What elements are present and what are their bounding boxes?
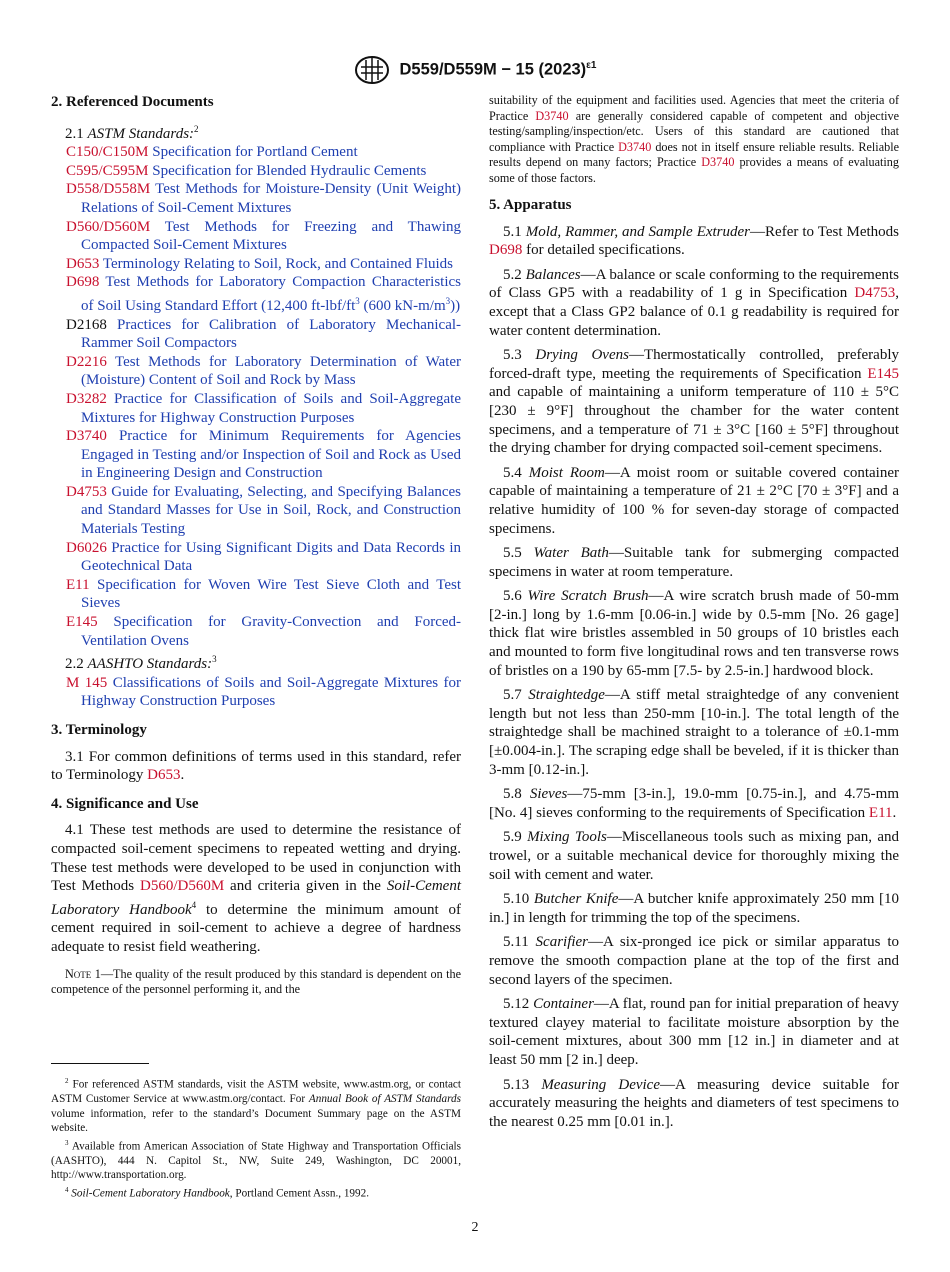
- reference-item[interactable]: D653 Terminology Relating to Soil, Rock, and Contained Fluids: [66, 255, 454, 272]
- link-d3740[interactable]: D3740: [535, 108, 569, 123]
- link-d3740[interactable]: D3740: [618, 139, 652, 154]
- paragraph-5-10: 5.10 Butcher Knife—A butcher knife approximately 250 mm [10 in.] in length for trimming the top of the specimens.: [489, 891, 899, 926]
- astm-standards-label: 2.1 ASTM Standards:$^2$: [65, 123, 199, 142]
- paragraph-5-8: 5.8 Sieves—75-mm [3-in.], 19.0-mm [0.75-in.], and 4.75-mm [No. 4] sieves conforming to the requirements of Specification E11.: [489, 786, 899, 821]
- paragraph-5-6: 5.6 Wire Scratch Brush—A wire scratch brush made of 50-mm [2-in.] long by 1.6-mm [0.06-in.] wide by 0.5-mm [No. 26 gage] thick flat wire bristles assembled in 50 groups of 10 bristles each and mounted to form five longitudinal rows and ten transverse rows of bristles on a 190 by 65-mm [7.5- by 2.5-in.] hardwood block.: [489, 588, 899, 679]
- reference-item[interactable]: D2216 Test Methods for Laboratory Determination of Water (Moisture) Content of Soil and Rock by Mass: [66, 353, 461, 389]
- footnote-2: $^2$ For referenced ASTM standards, visit the ASTM website, www.astm.org, or contact ASTM Customer Service at www.astm.org/contact. For Annual Book of ASTM Standards volume information, refer to the standard’s Document Summary page on the ASTM website.: [51, 1077, 461, 1135]
- section-2-heading: 2. Referenced Documents: [51, 94, 214, 110]
- paragraph-5-12: 5.12 Container—A flat, round pan for initial preparation of heavy textured clayey material to facilitate moisture absorption by the soil-cement mixtures, about 300 mm [12 in.] in diameter and at least 50 mm [2 in.] deep.: [489, 996, 899, 1068]
- footnote-rule: [51, 1063, 149, 1064]
- reference-item[interactable]: D2168 Practices for Calibration of Laboratory Mechanical-Rammer Soil Compactors: [66, 316, 462, 352]
- note-1: Note 1—The quality of the result produced by this standard is dependent on the competence of the personnel performing it, and the: [51, 966, 462, 997]
- link-e145[interactable]: E145: [867, 365, 899, 382]
- aashto-standards-label: 2.2 AASHTO Standards:$^3$: [65, 654, 217, 673]
- paragraph-4-1: 4.1 These test methods are used to determine the resistance of compacted soil-cement specimens to repeated wetting and drying. These test methods were developed to be used in conjunction with Test Methods D560/D560M and criteria given in the Soil-Cement Laboratory Handbook$^4$ to determine the minimum amount of cement required in soil-cement to achieve a degree of hardness adequate to resist field weathering.: [51, 822, 461, 955]
- reference-item[interactable]: M 145 Classifications of Soils and Soil-Aggregate Mixtures for Highway Construction Purposes: [66, 674, 461, 710]
- paragraph-5-11: 5.11 Scarifier—A six-pronged ice pick or similar apparatus to remove the smooth compaction plane at the top of the first and second layers of the specimen.: [489, 934, 900, 988]
- footnotes: [51, 1074, 461, 1201]
- footnote-4: $^4$ Soil-Cement Laboratory Handbook, Portland Cement Assn., 1992.: [65, 1185, 370, 1200]
- link-d4753[interactable]: D4753: [854, 285, 896, 302]
- paragraph-5-5: 5.5 Water Bath—Suitable tank for submerging compacted specimens in water at room temperature.: [489, 545, 900, 580]
- paragraph-5-13: 5.13 Measuring Device—A measuring device suitable for accurately measuring the heights and diameters of test specimens to the nearest 0.25 mm [0.01 in.].: [489, 1076, 899, 1130]
- paragraph-5-2: 5.2 Balances—A balance or scale conforming to the requirements of Class GP5 with a readability of 1 g in Specification D4753, except that a Class GP2 balance of 0.1 g readability is required for water content determination.: [489, 266, 899, 339]
- left-column: [51, 93, 461, 998]
- page-number: 2: [471, 1220, 479, 1235]
- reference-item[interactable]: E11 Specification for Woven Wire Test Sieve Cloth and Test Sieves: [66, 576, 461, 612]
- link-d653[interactable]: D653: [147, 767, 181, 784]
- right-column: [489, 93, 899, 1137]
- reference-item[interactable]: D3282 Practice for Classification of Soils and Soil-Aggregate Mixtures for Highway Construction Purposes: [66, 390, 461, 426]
- section-5-heading: 5. Apparatus: [489, 197, 572, 213]
- standard-designation: D559/D559M − 15 $(2023)^{\varepsilon 1}$: [399, 60, 597, 79]
- section-3-heading: 3. Terminology: [51, 722, 147, 738]
- link-e11[interactable]: E11: [868, 804, 893, 821]
- reference-item[interactable]: D698 Test Methods for Laboratory Compaction Characteristics of Soil Using Standard Effort (12,400 $ft-lbf/ft^3$ (600 $kN-m/m^3$)): [66, 274, 461, 314]
- paragraph-5-7: 5.7 Straightedge—A stiff metal straightedge of any convenient length but not less than 250-mm [10-in.]. The total length of the straightedge shall be machined straight to a tolerance of ±0.1-mm [±0.004-in.]. The scraping edge shall be beveled, if it is thicker than 3-mm [0.12-in.].: [489, 687, 900, 778]
- reference-item[interactable]: D6026 Practice for Using Significant Digits and Data Records in Geotechnical Data: [66, 539, 461, 575]
- page-header: [0, 55, 950, 85]
- reference-item[interactable]: D560/D560M Test Methods for Freezing and Thawing Compacted Soil-Cement Mixtures: [66, 218, 462, 254]
- epsilon-superscript: ε1: [586, 60, 597, 72]
- paragraph-5-1: 5.1 Mold, Rammer, and Sample Extruder—Refer to Test Methods D698 for detailed specifications.: [489, 223, 899, 259]
- reference-item[interactable]: D558/D558M Test Methods for Moisture-Density (Unit Weight) Relations of Soil-Cement Mixtures: [66, 181, 461, 216]
- link-d3740[interactable]: D3740: [701, 155, 735, 169]
- paragraph-5-9: 5.9 Mixing Tools—Miscellaneous tools such as mixing pan, and trowel, or a suitable mechanical device for thoroughly mixing the soil with cement and water.: [489, 829, 899, 883]
- link-d560[interactable]: D560/D560M: [140, 878, 225, 895]
- paragraph-5-4: 5.4 Moist Room—A moist room or suitable covered container capable of maintaining a temperature of 21 ± 2°C [70 ± 3°F] and a relative humidity of 100 % for seven-day storage of compacted specimens.: [489, 464, 900, 537]
- astm-logo-icon: [354, 55, 390, 85]
- reference-item[interactable]: C595/C595M Specification for Blended Hydraulic Cements: [66, 162, 427, 179]
- paragraph-3-1: 3.1 For common definitions of terms used in this standard, refer to Terminology D653.: [51, 748, 461, 784]
- reference-item[interactable]: E145 Specification for Gravity-Convection and Forced-Ventilation Ovens: [66, 614, 462, 649]
- reference-item[interactable]: D4753 Guide for Evaluating, Selecting, and Specifying Balances and Standard Masses for Use in Soil, Rock, and Construction Materials Testing: [66, 483, 462, 538]
- reference-item[interactable]: C150/C150M Specification for Portland Cement: [66, 144, 358, 161]
- paragraph-5-3: 5.3 Drying Ovens—Thermostatically controlled, preferably forced-draft type, meeting the requirements of Specification E145 and capable of maintaining a uniform temperature of 110 ± 5°C [230 ± 9°F] throughout the chamber for the water content specimens, and a temperature of 71 ± 3°C [160 ± 5°F] throughout the drying chamber for drying compacted soil-cement specimens.: [489, 347, 899, 457]
- link-d698[interactable]: D698: [489, 242, 523, 259]
- reference-item[interactable]: D3740 Practice for Minimum Requirements for Agencies Engaged in Testing and/or Inspection of Soil and Rock as Used in Engineering Design and Construction: [66, 428, 461, 482]
- astm-reference-list: [51, 143, 461, 650]
- footnote-3: $^3$ Available from American Association of State Highway and Transportation Officials (AASHTO), 444 N. Capitol St., NW, Suite 249, Washington, DC 20001, http://www.transportation.org.: [51, 1138, 461, 1182]
- section-4-heading: 4. Significance and Use: [51, 795, 199, 812]
- note-1-continued: suitability of the equipment and facilities used. Agencies that meet the criteria of Practice D3740 are generally considered capable of competent and objective testing/sampling/inspection/etc. Users of this standard are cautioned that compliance with Practice D3740 does not in itself ensure reliable results. Reliable results depend on many factors; Practice D3740 provides a means of evaluating some of those factors.: [489, 93, 899, 185]
